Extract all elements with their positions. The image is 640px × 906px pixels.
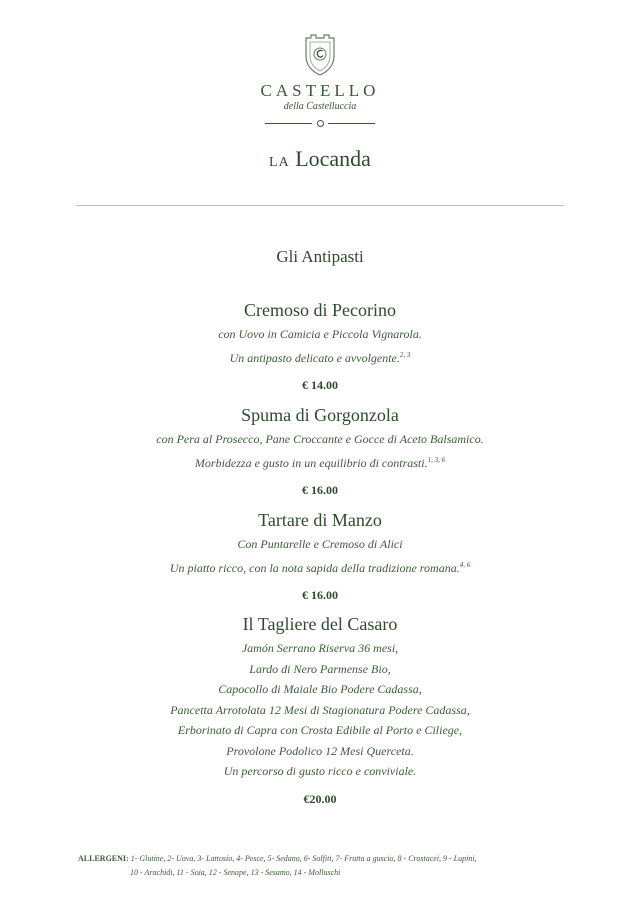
allergen-codes: 4, 6: [459, 560, 471, 569]
logo-name: CASTELLO: [260, 81, 380, 100]
dish-description-line: Erborinato di Capra con Crosta Edibile al Porto e Ciliege,: [177, 723, 463, 737]
dish-item: [0, 509, 640, 603]
dish-name: Tartare di Manzo: [258, 510, 382, 530]
dish-description-line: Morbidezza e gusto in un equilibrio di contrasti.$^{1, 3, 6}$: [194, 455, 446, 470]
dish-description-line: Con Puntarelle e Cremoso di Alici: [237, 537, 403, 551]
dish-description-line: Jamón Serrano Riserva 36 mesi,: [241, 641, 399, 655]
logo-ornament: [265, 119, 375, 129]
castle-crest-icon: [303, 34, 337, 76]
dish-description-line: Provolone Podolico 12 Mesi Querceta.: [226, 743, 414, 758]
dish-description-line: Un piatto ricco, con la nota sapida della tradizione romana.$^{4, 6}$: [169, 560, 471, 575]
dish-description-line: con Pera al Prosecco, Pane Croccante e Gocce di Aceto Balsamico.: [156, 432, 484, 446]
dish-price: € 14.00: [302, 378, 338, 392]
dish-price: € 16.00: [302, 483, 338, 497]
dish-description-line: Lardo di Nero Parmense Bio,: [249, 661, 391, 676]
logo: [0, 34, 640, 129]
section-title: Gli Antipasti: [276, 247, 364, 266]
dish-name: Il Tagliere del Casaro: [242, 614, 398, 634]
dish-description-line: Un antipasto delicato e avvolgente.$^{2, 3}$: [229, 350, 411, 365]
dish-description-line: Capocollo di Maiale Bio Podere Cadassa,: [218, 682, 422, 696]
dish-item: [0, 404, 640, 498]
allergen-codes: 1, 3, 6: [427, 455, 446, 464]
allergens-list-line2: 10 - Arachidi, 11 - Soia, 12 - Senape, 13 - Sesamo, 14 - Molluschi: [130, 868, 341, 877]
dish-description-line: con Uovo in Camicia e Piccola Vignarola.: [218, 327, 422, 341]
allergens-note: [78, 852, 558, 880]
dish-price: € 16.00: [302, 588, 338, 602]
header-divider: [76, 205, 564, 206]
dish-item: [0, 613, 640, 807]
restaurant-title-name: Locanda: [295, 146, 371, 171]
dish-description-line: Un percorso di gusto ricco e conviviale.: [223, 764, 417, 778]
dish-item: [0, 299, 640, 393]
dish-name: Cremoso di Pecorino: [244, 300, 396, 320]
restaurant-title: [0, 146, 640, 172]
logo-subtitle: della Castelluccia: [283, 101, 357, 112]
allergens-list-line1: 1- Glutine, 2- Uova, 3- Lattosio, 4- Pesce, 5- Sedano, 6- Solfiti, 7- Frutta a guscio, 8 - Crostacei, 9 - Lupini,: [130, 854, 477, 863]
allergens-label: ALLERGENI:: [78, 854, 129, 863]
allergen-codes: 2, 3: [399, 350, 411, 359]
dish-price: €20.00: [303, 791, 337, 806]
dish-description-line: Pancetta Arrotolata 12 Mesi di Stagionatura Podere Cadassa,: [170, 702, 470, 717]
dish-name: Spuma di Gorgonzola: [241, 405, 399, 425]
restaurant-title-prefix: LA: [269, 155, 290, 170]
